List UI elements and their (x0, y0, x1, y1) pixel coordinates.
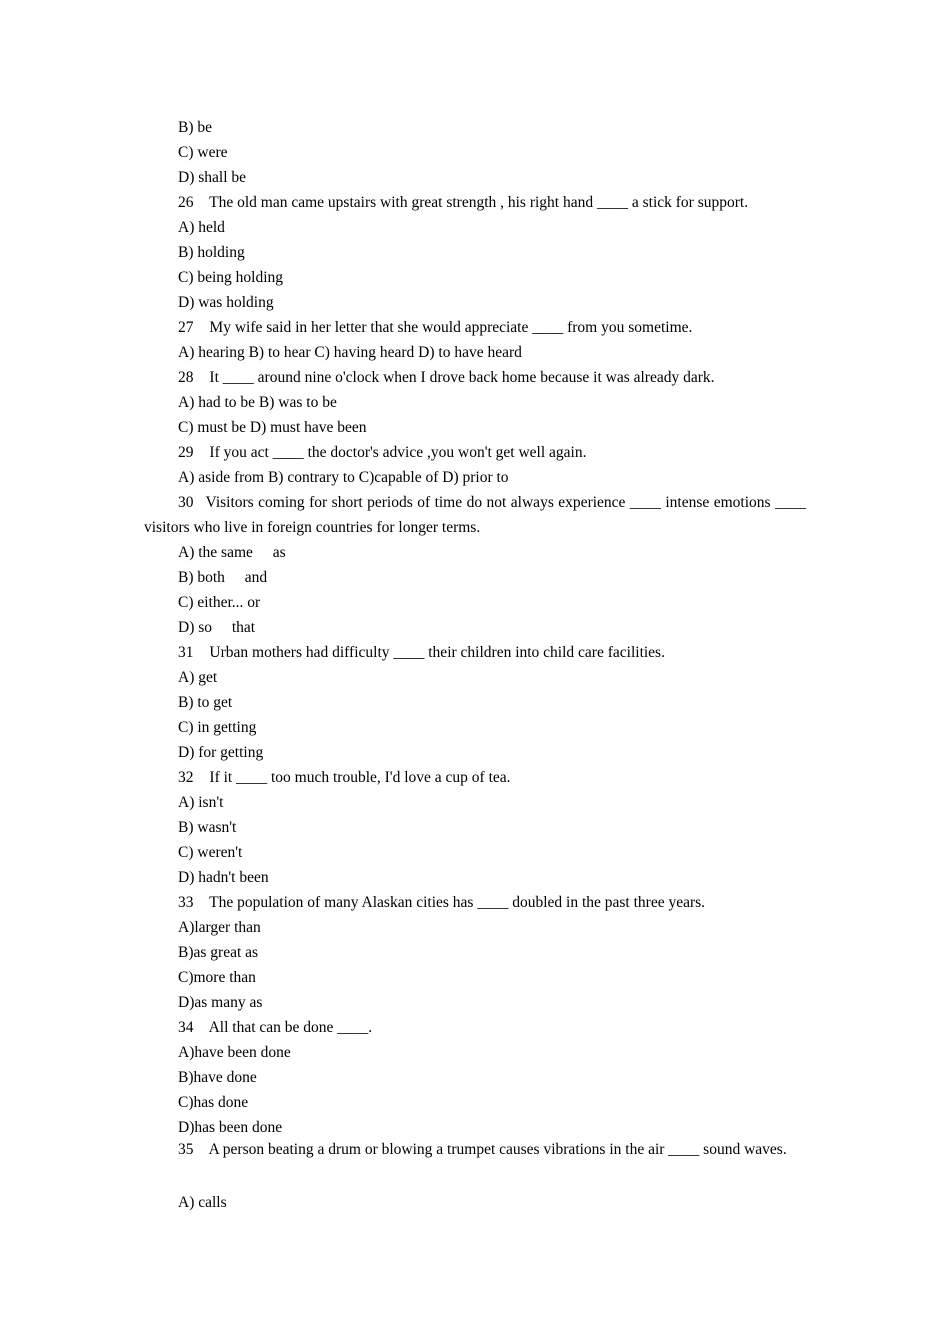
question-30: 30 Visitors coming for short periods of time do not always experience ____ intense emotions ____ visitors who live in foreign countries for longer terms. (144, 494, 806, 536)
option-line: B) holding (178, 244, 245, 261)
option-line: C) being holding (178, 269, 284, 286)
option-line: C) must be D) must have been (178, 419, 367, 436)
option-line: A) get (178, 669, 218, 686)
question-33: 33  The population of many Alaskan cities has ____ doubled in the past three years. (178, 894, 706, 911)
option-line: B)as great as (178, 944, 259, 961)
question-26: 26  The old man came upstairs with great strength , his right hand ____ a stick for support. (178, 194, 749, 211)
option-line: D) hadn't been (178, 869, 269, 886)
option-line: A) the same   as (178, 544, 286, 561)
option-line: C) either... or (178, 594, 261, 611)
option-line: B) be (178, 119, 213, 136)
option-line: A) hearing B) to hear C) having heard D) to have heard (178, 344, 522, 361)
option-line: C)more than (178, 969, 256, 986)
option-line: A) held (178, 219, 225, 236)
option-line: D) was holding (178, 294, 274, 311)
option-line: D) so   that (178, 619, 256, 636)
question-29: 29  If you act ____ the doctor's advice ,you won't get well again. (178, 444, 587, 461)
question-32: 32  If it ____ too much trouble, I'd love a cup of tea. (178, 769, 511, 786)
question-27: 27  My wife said in her letter that she would appreciate ____ from you sometime. (178, 319, 693, 336)
option-line: A) had to be B) was to be (178, 394, 337, 411)
option-line: C) in getting (178, 719, 257, 736)
option-line: A)have been done (178, 1044, 291, 1061)
option-line: D)as many as (178, 994, 263, 1011)
option-line: C)has done (178, 1094, 249, 1111)
question-31: 31  Urban mothers had difficulty ____ their children into child care facilities. (178, 644, 665, 661)
question-35: 35  A person beating a drum or blowing a trumpet causes vibrations in the air ____ sound waves. (178, 1141, 787, 1158)
option-line: A)larger than (178, 919, 261, 936)
option-line: B) wasn't (178, 819, 237, 836)
option-line: C) were (178, 144, 228, 161)
option-line: A) aside from B) contrary to C)capable of D) prior to (178, 469, 509, 486)
option-line: C) weren't (178, 844, 243, 861)
option-line: B) both   and (178, 569, 268, 586)
option-line: A) isn't (178, 794, 224, 811)
question-28: 28  It ____ around nine o'clock when I drove back home because it was already dark. (178, 369, 715, 386)
option-line: D)has been done (178, 1119, 283, 1136)
option-line: B) to get (178, 694, 233, 711)
question-34: 34  All that can be done ____. (178, 1019, 373, 1036)
option-line: A) calls (178, 1194, 227, 1211)
option-line: D) shall be (178, 169, 247, 186)
option-line: B)have done (178, 1069, 257, 1086)
option-line: D) for getting (178, 744, 264, 761)
